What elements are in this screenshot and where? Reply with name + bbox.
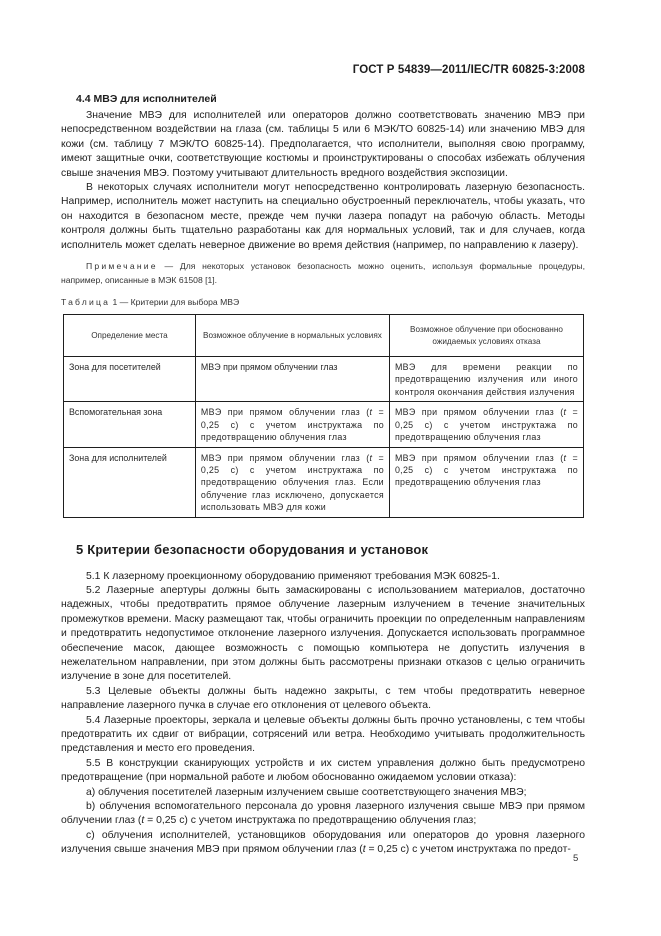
paragraph: Значение МВЭ для исполнителей или операторов должно соответствовать значению МВЭ при непосредственном воздействии на глаза (см. таблицы 5 или 6 МЭК/ТО 60825-14) или значению МВЭ для кожи (см. таблицу 7 МЭК/ТО 60825-14). Предполагается, что исполнители, выполняя свою программу, имеют защитные очки, соответствующие костюмы и проинструктированы о способах избежать облучения свыше значения МВЭ. Поэтому учитывают длительность вредного воздействия экспозиции. [61, 110, 585, 179]
table-cell-normal [195, 447, 389, 517]
section-4-4-title: 4.4 МВЭ для исполнителей [76, 93, 217, 105]
item-var: t [141, 815, 145, 827]
table-row [64, 357, 584, 402]
note-label: Примечание [86, 261, 158, 272]
table-caption [61, 297, 585, 307]
item-text: = 0,25 с) с учетом инструктажа по предотвращению облучения глаз; [144, 815, 477, 827]
item-var: t [362, 844, 366, 856]
table-header-row [64, 315, 584, 357]
cell-var: t [369, 407, 373, 418]
page-number: 5 [573, 853, 579, 864]
paragraph-5-2: 5.2 Лазерные апертуры должны быть замаскированы с использованием материалов, достаточно надежных, чтобы предотвратить прямое облучение лазерным излучением в течение значительных промежутков времени. Маску размещают так, чтобы ограничить проекции по определенным направлениям и предотвратить недопустимое отклонение лазерного излучения. Допускается использовать программное обеспечение масок, дающее возможность с помощью компьютера не допустить излучения в нежелательном направлении, при этом должны быть рассмотрены признаки отказов с целью ограничить излучение в зоне для посетителей. [61, 584, 585, 683]
paragraph-5-4: 5.4 Лазерные проекторы, зеркала и целевые объекты должны быть прочно установлены, с тем чтобы предотвратить их сдвиг от вибрации, сотрясений или ветра. Необходимо учитывать продолжительность представления и место его проведения. [61, 714, 585, 755]
list-item-c [61, 829, 585, 858]
item-text: = 0,25 с) с учетом инструктажа по предот- [365, 844, 571, 856]
cell-text: = 0,25 с) с учетом инструктажа по предотвращению облучения глаз [394, 452, 578, 488]
note [61, 259, 585, 287]
table-caption-text: 1 — Критерии для выбора МВЭ [110, 297, 240, 308]
table-cell-failure: МВЭ для времени реакции по предотвращению излучения или иного контроля окончания действия излучения [389, 357, 583, 402]
cell-var: t [563, 452, 567, 463]
table-row [64, 447, 584, 517]
cell-text: МВЭ при прямом облучении глаз ( [394, 452, 564, 463]
note-text: — Для некоторых установок безопасность можно оценить, используя формальные процедуры, например, описанные в МЭК 61508 [1]. [61, 261, 585, 286]
paragraph-5-5: 5.5 В конструкции сканирующих устройств и их систем управления должно быть предусмотрено предотвращение (при нормальной работе и любом обоснованно ожидаемом условии отказа): [61, 757, 585, 784]
cell-text: МВЭ при прямом облучении глаз ( [200, 452, 370, 463]
cell-text: МВЭ при прямом облучении глаз ( [394, 407, 564, 418]
section-5-title: 5 Критерии безопасности оборудования и установок [76, 541, 429, 557]
table-header-cell: Возможное облучение в нормальных условиях [195, 315, 389, 357]
page-content [61, 93, 585, 858]
table-cell-normal: МВЭ при прямом облучении глаз [195, 357, 389, 402]
paragraph-5-3: 5.3 Целевые объекты должны быть надежно закрыты, с тем чтобы предотвратить неверное направление лазерного пучка в случае его отклонения от целевого объекта. [61, 685, 585, 712]
paragraph: В некоторых случаях исполнители могут непосредственно контролировать лазерную безопасность. Например, исполнитель может наступить на специально обустроенный переключатель, чтобы указать, что он находится в безопасном месте, прежде чем пучки лазера попадут на рабочую область. Методы контроля должны быть тщательно разработаны как для нормальных условий, так и для случаев, когда исполнитель может сделать неверное движение во время действия (например, по направлению к лазеру). [61, 182, 585, 251]
table-header-cell: Определение места [64, 315, 196, 357]
table-cell-place: Зона для исполнителей [64, 447, 196, 517]
table-row [64, 402, 584, 447]
document-header: ГОСТ Р 54839—2011/IEC/TR 60825-3:2008 [352, 64, 585, 76]
cell-var: t [369, 452, 373, 463]
cell-text: = 0,25 с) с учетом инструктажа по предотвращению облучения глаз [394, 407, 578, 443]
paragraph-5-1: 5.1 К лазерному проекционному оборудованию применяют требования МЭК 60825-1. [86, 570, 500, 582]
list-item-a: a) облучения посетителей лазерным излучением свыше соответствующего значения МВЭ; [86, 786, 527, 798]
table-cell-place: Вспомогательная зона [64, 402, 196, 447]
criteria-table [63, 314, 584, 517]
cell-var: t [563, 407, 567, 418]
table-cell-failure [389, 402, 583, 447]
cell-text: МВЭ при прямом облучении глаз ( [200, 407, 370, 418]
table-cell-normal [195, 402, 389, 447]
cell-text: = 0,25 с) с учетом инструктажа по предотвращению облучения глаз [200, 407, 384, 443]
table-cell-place: Зона для посетителей [64, 357, 196, 402]
table-caption-label: Таблица [61, 297, 111, 308]
item-text: c) облучения исполнителей, установщиков оборудования или операторов до уровня лазерного излучения свыше значения МВЭ при прямом облучении глаз ( [61, 829, 585, 856]
list-item-b [61, 800, 585, 829]
table-cell-failure [389, 447, 583, 517]
item-text: b) облучения вспомогательного персонала до уровня лазерного излучения свыше МВЭ при прямом облучении глаз ( [61, 801, 585, 827]
table-header-cell: Возможное облучение при обоснованно ожидаемых условиях отказа [389, 315, 583, 357]
cell-text: = 0,25 с) с учетом инструктажа по предотвращению облучения глаз. Если облучение глаз исключено, допускается использовать МВЭ для кожи [200, 452, 384, 513]
